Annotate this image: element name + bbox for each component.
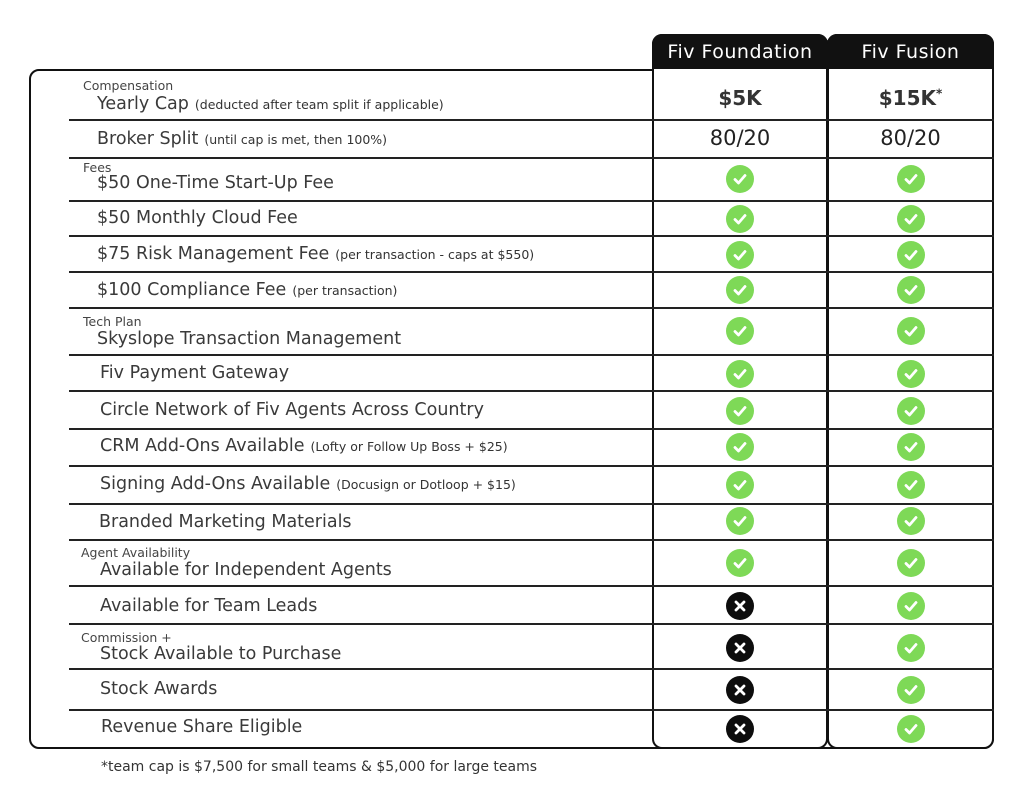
row-label-text: Available for Independent Agents xyxy=(100,560,392,580)
check-icon xyxy=(897,360,925,388)
check-icon xyxy=(897,715,925,743)
row-separator xyxy=(69,307,994,309)
fusion-cell xyxy=(829,274,992,306)
foundation-cell xyxy=(654,395,826,427)
yearly-cap-value: $15K* xyxy=(878,86,943,110)
foundation-cell xyxy=(654,431,826,463)
row-label xyxy=(97,208,298,228)
check-icon xyxy=(726,471,754,499)
row-label-text: Fiv Payment Gateway xyxy=(100,363,290,383)
row-label xyxy=(97,329,401,349)
row-separator xyxy=(69,465,994,467)
check-icon xyxy=(726,549,754,577)
fusion-cell xyxy=(829,505,992,537)
row-label xyxy=(97,173,334,193)
foundation-cell xyxy=(654,547,826,579)
row-label-note: (per transaction - caps at $550) xyxy=(335,247,535,262)
check-icon xyxy=(726,241,754,269)
check-icon xyxy=(726,165,754,193)
fusion-cell xyxy=(829,547,992,579)
row-label-note: (Docusign or Dotloop + $15) xyxy=(336,477,516,492)
row-label xyxy=(100,400,484,420)
cross-icon xyxy=(726,634,754,662)
row-label-note: (deducted after team split if applicable) xyxy=(194,97,444,112)
row-label-text: $50 Monthly Cloud Fee xyxy=(97,208,298,228)
section-label-commission: Commission + xyxy=(81,630,172,645)
foundation-cell xyxy=(654,505,826,537)
foundation-cell xyxy=(654,674,826,706)
row-separator xyxy=(69,428,994,430)
check-icon xyxy=(897,507,925,535)
section-label-compensation: Compensation xyxy=(83,78,174,93)
check-icon xyxy=(897,276,925,304)
row-label xyxy=(100,644,341,664)
check-icon xyxy=(897,433,925,461)
foundation-cell xyxy=(654,590,826,622)
fusion-cell xyxy=(829,315,992,347)
fusion-column-header: Fiv Fusion xyxy=(827,34,994,69)
row-label-text: Yearly Cap xyxy=(97,94,189,114)
row-label-text: Stock Awards xyxy=(100,679,218,699)
fusion-cell xyxy=(829,431,992,463)
row-separator xyxy=(69,623,994,625)
broker-split-value: 80/20 xyxy=(709,126,771,150)
row-label-text: $100 Compliance Fee xyxy=(97,280,287,300)
check-icon xyxy=(897,317,925,345)
row-separator xyxy=(69,157,994,159)
row-label xyxy=(100,596,317,616)
row-separator xyxy=(69,354,994,356)
row-separator xyxy=(69,119,994,121)
row-label-text: $50 One-Time Start-Up Fee xyxy=(97,173,334,193)
fusion-cell xyxy=(829,395,992,427)
fusion-cell xyxy=(829,713,992,745)
section-label-tech-plan: Tech Plan xyxy=(83,314,142,329)
cross-icon xyxy=(726,715,754,743)
foundation-cell xyxy=(654,122,826,154)
cross-icon xyxy=(726,676,754,704)
check-icon xyxy=(726,397,754,425)
row-separator xyxy=(69,235,994,237)
check-icon xyxy=(897,165,925,193)
check-icon xyxy=(726,317,754,345)
row-label xyxy=(101,717,302,737)
footnote: *team cap is $7,500 for small teams & $5,000 for large teams xyxy=(101,759,538,775)
row-label-text: CRM Add-Ons Available xyxy=(100,436,305,456)
row-separator xyxy=(69,539,994,541)
foundation-cell xyxy=(654,163,826,195)
row-label xyxy=(97,280,397,300)
row-separator xyxy=(69,709,994,711)
row-label xyxy=(100,474,516,494)
foundation-cell xyxy=(654,82,826,114)
fusion-cell xyxy=(829,239,992,271)
row-label xyxy=(97,244,534,264)
check-icon xyxy=(726,507,754,535)
fusion-cell xyxy=(829,358,992,390)
check-icon xyxy=(726,360,754,388)
row-label-text: Circle Network of Fiv Agents Across Country xyxy=(100,400,484,420)
foundation-cell xyxy=(654,713,826,745)
foundation-cell xyxy=(654,469,826,501)
cross-icon xyxy=(726,592,754,620)
foundation-cell xyxy=(654,239,826,271)
row-label-text: Branded Marketing Materials xyxy=(99,512,352,532)
section-label-fees: Fees xyxy=(83,160,112,175)
check-icon xyxy=(726,276,754,304)
foundation-cell xyxy=(654,274,826,306)
row-label-text: Stock Available to Purchase xyxy=(100,644,342,664)
yearly-cap-value: $5K xyxy=(718,86,762,110)
row-label-text: Broker Split xyxy=(97,129,199,149)
row-label-text: Skyslope Transaction Management xyxy=(97,329,402,349)
row-label-note: (until cap is met, then 100%) xyxy=(204,132,388,147)
row-separator xyxy=(69,200,994,202)
row-separator xyxy=(69,271,994,273)
fusion-cell xyxy=(829,82,992,114)
check-icon xyxy=(897,205,925,233)
row-label-text: $75 Risk Management Fee xyxy=(97,244,330,264)
fusion-cell xyxy=(829,590,992,622)
row-label-text: Signing Add-Ons Available xyxy=(100,474,331,494)
row-separator xyxy=(69,668,994,670)
broker-split-value: 80/20 xyxy=(880,126,941,150)
check-icon xyxy=(897,471,925,499)
fusion-cell xyxy=(829,632,992,664)
check-icon xyxy=(897,634,925,662)
row-label xyxy=(99,512,352,532)
foundation-column-header: Fiv Foundation xyxy=(652,34,828,69)
row-label xyxy=(97,129,387,149)
foundation-cell xyxy=(654,632,826,664)
foundation-cell xyxy=(654,358,826,390)
row-label xyxy=(97,94,444,114)
section-label-agent-availability: Agent Availability xyxy=(81,545,191,560)
fusion-cell xyxy=(829,674,992,706)
row-label xyxy=(100,679,217,699)
check-icon xyxy=(897,549,925,577)
row-label xyxy=(100,436,508,456)
footnote-marker: * xyxy=(935,86,943,101)
row-label-note: (per transaction) xyxy=(292,283,398,298)
foundation-cell xyxy=(654,315,826,347)
row-separator xyxy=(69,390,994,392)
check-icon xyxy=(726,205,754,233)
fusion-cell xyxy=(829,122,992,154)
check-icon xyxy=(726,433,754,461)
row-label-text: Available for Team Leads xyxy=(100,596,318,616)
fusion-cell xyxy=(829,203,992,235)
row-label xyxy=(100,363,289,383)
check-icon xyxy=(897,397,925,425)
fusion-cell xyxy=(829,163,992,195)
row-label-text: Revenue Share Eligible xyxy=(101,717,303,737)
row-label xyxy=(100,560,392,580)
foundation-cell xyxy=(654,203,826,235)
check-icon xyxy=(897,241,925,269)
check-icon xyxy=(897,592,925,620)
fusion-cell xyxy=(829,469,992,501)
row-label-note: (Lofty or Follow Up Boss + $25) xyxy=(310,439,508,454)
row-separator xyxy=(69,585,994,587)
check-icon xyxy=(897,676,925,704)
